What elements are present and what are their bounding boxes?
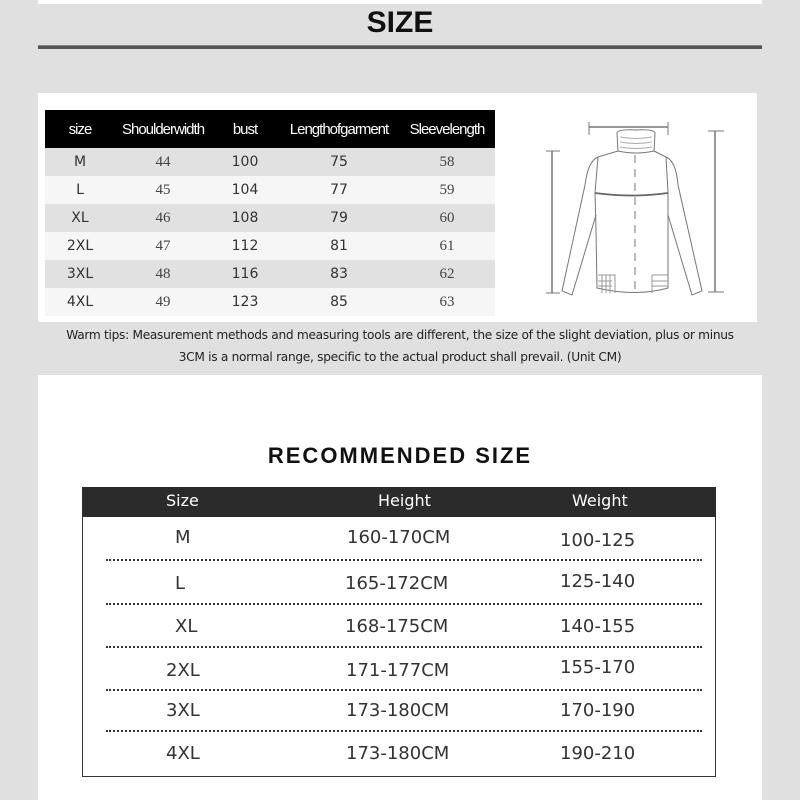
cell-height: 165-172CM [345,573,449,594]
cell-sleeve: 61 [399,232,495,260]
table-row [45,288,495,316]
cell-weight: 125-140 [560,571,636,592]
col-header-size: Size [166,491,199,510]
cell-shoulder: 47 [115,232,211,260]
top-white-strip [38,0,762,4]
cell-length: 75 [279,148,399,176]
cell-weight: 155-170 [560,657,636,678]
page-title: SIZE [366,6,434,39]
recommended-header-row [82,487,716,517]
cell-bust: 123 [211,288,279,316]
cell-size: 4XL [166,743,200,764]
cell-size: 2XL [45,232,115,260]
cell-length: 81 [279,232,399,260]
cell-weight: 190-210 [560,743,636,764]
cell-bust: 116 [211,260,279,288]
cell-sleeve: 62 [399,260,495,288]
cell-bust: 112 [211,232,279,260]
table-row [45,204,495,232]
col-header-weight: Weight [572,491,628,510]
cell-shoulder: 44 [115,148,211,176]
garment-diagram-icon [540,115,730,305]
cell-weight: 100-125 [560,530,636,551]
table-row [45,260,495,288]
row-divider [106,603,702,605]
size-chart-table [45,110,495,316]
cell-size: 3XL [166,700,200,721]
cell-bust: 104 [211,176,279,204]
cell-size: M [45,148,115,176]
col-header-sleeve: Sleevelength [399,110,495,148]
warm-tips-line-1: Warm tips: Measurement methods and measuring tools are different, the size of the slight deviation, plus or minus [66,328,734,342]
table-row [82,657,716,700]
col-header-size: size [45,110,115,148]
cell-length: 85 [279,288,399,316]
warm-tips-note [38,322,762,368]
table-row [82,700,716,743]
table-row [45,232,495,260]
cell-height: 173-180CM [346,700,450,721]
cell-shoulder: 45 [115,176,211,204]
cell-shoulder: 48 [115,260,211,288]
cell-size: L [175,573,186,594]
row-divider [106,689,702,691]
cell-height: 171-177CM [346,660,450,681]
cell-height: 173-180CM [346,743,450,764]
row-divider [106,730,702,732]
cell-sleeve: 59 [399,176,495,204]
table-row [45,148,495,176]
col-header-height: Height [378,491,431,510]
table-row [82,527,716,570]
col-header-bust: bust [211,110,279,148]
cell-sleeve: 63 [399,288,495,316]
size-chart-header-row [45,110,495,148]
cell-length: 77 [279,176,399,204]
cell-weight: 170-190 [560,700,636,721]
cell-shoulder: 49 [115,288,211,316]
cell-size: XL [175,616,198,637]
cell-length: 83 [279,260,399,288]
row-divider [106,559,702,561]
cell-height: 160-170CM [347,527,451,548]
cell-size: 2XL [166,660,200,681]
table-row [45,176,495,204]
cell-size: L [45,176,115,204]
cell-length: 79 [279,204,399,232]
cell-shoulder: 46 [115,204,211,232]
table-row [82,743,716,786]
col-header-length: Lengthofgarment [279,110,399,148]
cell-size: XL [45,204,115,232]
cell-sleeve: 60 [399,204,495,232]
cell-height: 168-175CM [345,616,449,637]
col-header-shoulder: Shoulderwidth [115,110,211,148]
table-row [82,616,716,659]
cell-size: 3XL [45,260,115,288]
warm-tips-line-2: 3CM is a normal range, specific to the actual product shall prevail. (Unit CM) [178,350,622,364]
table-row [82,571,716,614]
row-divider [106,646,702,648]
recommended-size-title: RECOMMENDED SIZE [267,443,533,468]
title-divider [38,45,762,49]
cell-sleeve: 58 [399,148,495,176]
cell-weight: 140-155 [560,616,636,637]
cell-bust: 108 [211,204,279,232]
cell-bust: 100 [211,148,279,176]
cell-size: 4XL [45,288,115,316]
cell-size: M [175,527,191,548]
